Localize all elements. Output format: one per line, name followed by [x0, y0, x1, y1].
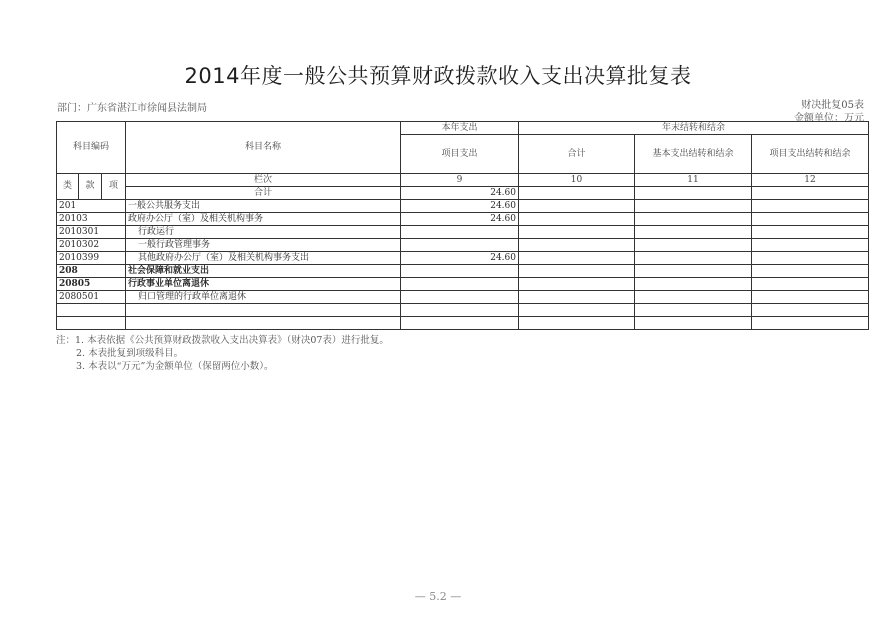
- row-code: 208: [57, 265, 126, 278]
- page-number: — 5.2 —: [414, 590, 462, 603]
- total-cell: [635, 187, 752, 200]
- note-1: 注：1. 本表依据《公共预算财政拨款收入支出决算表》（财决07表）进行批复。: [56, 335, 389, 346]
- col-index-12: 12: [752, 174, 869, 187]
- total-amount: 24.60: [401, 187, 519, 200]
- table-row: [57, 291, 869, 304]
- header-current-year: 本年支出: [401, 122, 519, 135]
- header-xiang: 项: [102, 174, 126, 200]
- row-amount: [401, 278, 519, 291]
- header-lei: 类: [57, 174, 79, 200]
- row-code: 20805: [57, 278, 126, 291]
- header-project-carry: 项目支出结转和结余: [752, 135, 869, 174]
- row-amount: [401, 291, 519, 304]
- row-amount: 24.60: [401, 252, 519, 265]
- budget-table: [56, 121, 869, 330]
- total-cell: [519, 187, 635, 200]
- empty-row: [57, 304, 869, 317]
- col-index-9: 9: [401, 174, 519, 187]
- header-kuan: 款: [79, 174, 102, 200]
- table-row: [57, 239, 869, 252]
- row-name: 社会保障和就业支出: [126, 265, 401, 278]
- note-3: 3. 本表以“万元”为金额单位（保留两位小数）。: [76, 361, 274, 372]
- row-name: 其他政府办公厅（室）及相关机构事务支出: [126, 252, 401, 265]
- row-code: 20103: [57, 213, 126, 226]
- department-label: 部门：广东省湛江市徐闻县法制局: [57, 103, 207, 114]
- form-code: 财决批复05表: [801, 100, 864, 111]
- row-name: 一般行政管理事务: [126, 239, 401, 252]
- total-cell: [752, 187, 869, 200]
- header-code: 科目编码: [57, 122, 126, 174]
- table-row: [57, 252, 869, 265]
- row-name: 行政运行: [126, 226, 401, 239]
- col-index-11: 11: [635, 174, 752, 187]
- note-2: 2. 本表批复到项级科目。: [76, 348, 184, 359]
- header-basic-carry: 基本支出结转和结余: [635, 135, 752, 174]
- header-name: 科目名称: [126, 122, 401, 174]
- table-row: [57, 213, 869, 226]
- row-amount: [401, 265, 519, 278]
- row-code: 2080501: [57, 291, 126, 304]
- row-code: 201: [57, 200, 126, 213]
- row-name: 一般公共服务支出: [126, 200, 401, 213]
- table-row: [57, 278, 869, 291]
- column-index-row: [57, 174, 869, 187]
- table-row: [57, 200, 869, 213]
- row-code: 2010399: [57, 252, 126, 265]
- header-year-end: 年末结转和结余: [519, 122, 869, 135]
- page-title: 2014年度一般公共预算财政拨款收入支出决算批复表: [184, 64, 692, 88]
- row-amount: [401, 239, 519, 252]
- row-code: 2010301: [57, 226, 126, 239]
- row-name: 政府办公厅（室）及相关机构事务: [126, 213, 401, 226]
- notes: [56, 334, 389, 373]
- empty-row: [57, 317, 869, 330]
- row-index-label: 栏次: [126, 174, 401, 187]
- col-index-10: 10: [519, 174, 635, 187]
- row-amount: 24.60: [401, 200, 519, 213]
- table-row: [57, 226, 869, 239]
- row-code: 2010302: [57, 239, 126, 252]
- row-name: 行政事业单位离退休: [126, 278, 401, 291]
- table-row: [57, 265, 869, 278]
- row-amount: [401, 226, 519, 239]
- header-row-top: [57, 122, 869, 135]
- header-project-expense: 项目支出: [401, 135, 519, 174]
- row-name: 归口管理的行政单位离退休: [126, 291, 401, 304]
- header-total: 合计: [519, 135, 635, 174]
- amount-unit: 金额单位：万元: [794, 113, 864, 124]
- total-label: 合计: [126, 187, 401, 200]
- row-amount: 24.60: [401, 213, 519, 226]
- total-row: [57, 187, 869, 200]
